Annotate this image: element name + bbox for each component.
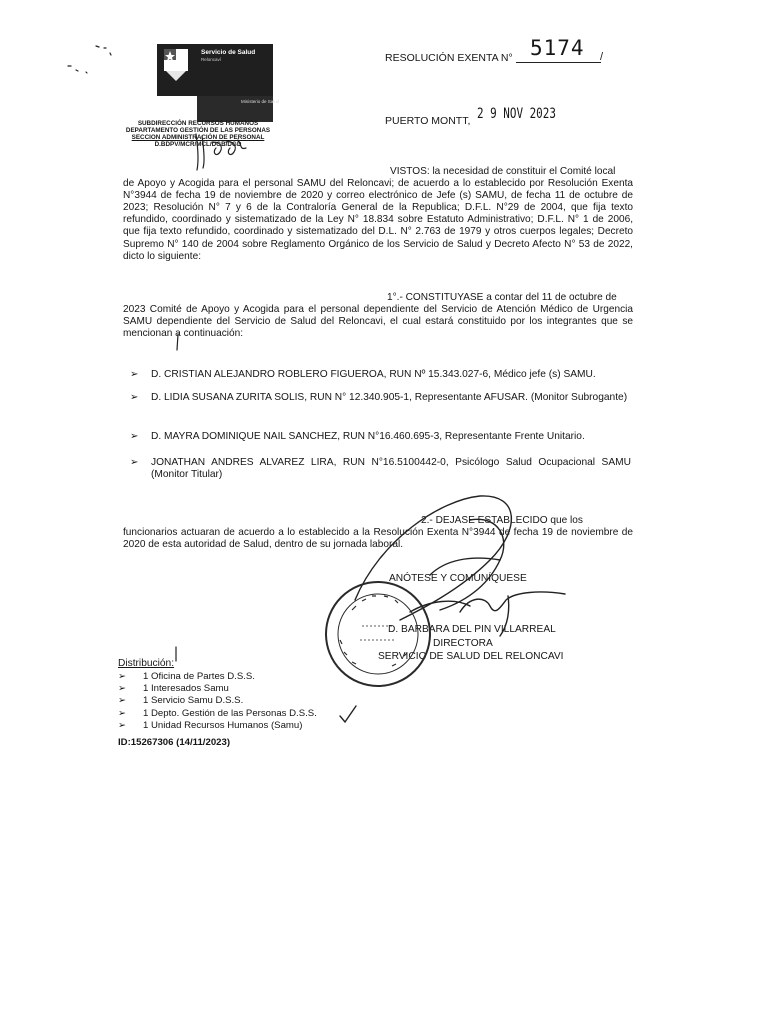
arrow-bullet-icon: ➢ xyxy=(118,707,127,719)
signer-title: DIRECTORA xyxy=(433,638,493,649)
signer-organization: SERVICIO DE SALUD DEL RELONCAVI xyxy=(378,651,564,662)
date-stamp: 2 9 NOV 2023 xyxy=(477,106,556,122)
anotese-line: ANÓTESE Y COMUNÍQUESE xyxy=(389,573,527,584)
dept-line: SECCION ADMINISTRACIÓN DE PERSONAL xyxy=(131,134,265,141)
logo-title: Servicio de Salud xyxy=(201,49,256,56)
official-stamp-icon xyxy=(326,582,430,686)
arrow-bullet-icon: ➢ xyxy=(118,671,127,682)
checkmark-icon xyxy=(340,706,356,722)
signature-icon xyxy=(440,519,504,610)
place-label: PUERTO MONTT, xyxy=(385,115,471,127)
logo-subtitle: Reloncaví xyxy=(201,57,222,62)
arrow-bullet-icon: ➢ xyxy=(130,457,139,468)
arrow-bullet-icon: ➢ xyxy=(118,683,127,695)
initials-scribble-icon xyxy=(196,134,246,170)
document-id: ID:15267306 (14/11/2023) xyxy=(118,737,231,748)
member-text: D. CRISTIAN ALEJANDRO ROBLERO FIGUEROA, RUN Nº 15.343.027-6, Médico jefe (s) SAMU. xyxy=(151,369,596,380)
member-text: D. MAYRA DOMINIQUE NAIL SANCHEZ, RUN N°16.460.695-3, Representante Frente Unitario. xyxy=(151,431,585,442)
arrow-bullet-icon: ➢ xyxy=(118,719,127,731)
logo-ministry: Ministerio de Salud xyxy=(241,99,280,104)
resolution-slash: / xyxy=(600,51,604,63)
margin-tick xyxy=(177,334,178,350)
scan-speck xyxy=(68,46,111,73)
clause-1-body: 2023 Comité de Apoyo y Acogida para el personal dependiente del Servicio de Atención Médico de Urgencia SAMU dependiente del Servicio de Salud del Reloncavi, el cual estará constituido por los integrantes que se mencionan a continuación: xyxy=(123,304,633,340)
vistos-first-line: VISTOS: la necesidad de constituir el Comité local xyxy=(390,166,616,177)
vistos-body: de Apoyo y Acogida para el personal SAMU del Reloncavi; de acuerdo a lo establecido por Resolución Exenta N°3944 de fecha 19 de noviembre de 2020 y correo electrónico de Jefe (s) SAMU, de fecha 11 de octubre de 2023; Resolución N° 7 y 6 de la Contraloría General de la Republica; D.F.L. N°29 de 2004, que fija texto refundido, coordinado y sistematizado de la Ley N° 18.834 sobre Estatuto Administrativo; D.F.L. N° 1 de 2006, que fija texto refundido, coordinado y sistematizado del D.L. N° 2.763 de 1979 y otros cuerpos legales; Decreto Supremo N° 140 de 2004 sobre Reglamento Orgánico de los Servicio de Salud y Decreto Afecto N° 53 de 2022, dicto lo siguiente: xyxy=(123,178,633,262)
clause-1-first-line: 1°.- CONSTITUYASE a contar del 11 de octubre de xyxy=(387,292,617,303)
resolution-number: 5174 xyxy=(530,36,585,60)
signer-name: D. BARBARA DEL PIN VILLARREAL xyxy=(388,624,556,635)
dept-line: SUBDIRECCIÓN RECURSOS HUMANOS xyxy=(137,120,259,127)
arrow-bullet-icon: ➢ xyxy=(118,695,127,707)
arrow-bullet-icon: ➢ xyxy=(130,431,139,442)
dept-line: D.BDPV/MCR/MCL/DGB/DGD xyxy=(154,141,242,148)
clause-2-first-line: 2.- DEJASE ESTABLECIDO que los xyxy=(421,515,583,526)
clause-2-body: funcionarios actuaran de acuerdo a lo establecido a la Resolución Exenta N°3944 de fecha 19 de noviembre de 2020 de esta autoridad de Salud, dentro de su jornada laboral. xyxy=(123,527,633,551)
arrow-bullet-icon: ➢ xyxy=(130,369,139,380)
distribution-title: Distribución: xyxy=(118,658,175,669)
dept-line: DEPARTAMENTO GESTIÓN DE LAS PERSONAS xyxy=(125,127,271,134)
resolution-label: RESOLUCIÓN EXENTA N° xyxy=(385,52,513,64)
arrow-bullet-icon: ➢ xyxy=(130,392,139,403)
member-text: D. LIDIA SUSANA ZURITA SOLIS, RUN N° 12.340.905-1, Representante AFUSAR. (Monitor Subrogante) xyxy=(151,392,628,403)
member-text: JONATHAN ANDRES ALVAREZ LIRA, RUN N°16.5100442-0, Psicólogo Salud Ocupacional SAMU (Monitor Titular) xyxy=(151,457,631,480)
